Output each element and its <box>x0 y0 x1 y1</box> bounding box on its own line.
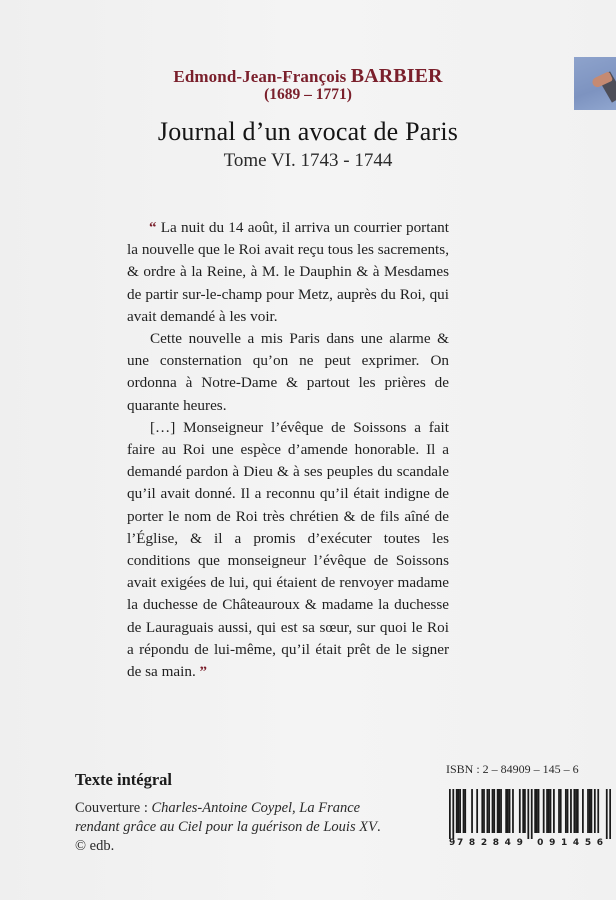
author-given-names: Edmond-Jean-François <box>173 67 347 86</box>
quote-paragraph <box>127 417 449 683</box>
barcode-bar <box>609 789 611 839</box>
barcode-bar <box>594 789 596 833</box>
barcode-digit: 4 <box>572 838 580 847</box>
barcode-bar <box>507 789 509 833</box>
barcode-digit: 6 <box>596 838 604 847</box>
barcode-bar <box>481 789 483 833</box>
barcode-bar <box>550 789 552 833</box>
author-surname: BARBIER <box>350 65 443 87</box>
barcode-bar <box>464 789 466 833</box>
barcode-bar <box>487 789 489 833</box>
barcode-bar <box>570 789 572 833</box>
barcode-digit: 9 <box>516 838 523 847</box>
barcode-bar <box>492 789 494 833</box>
isbn-number: ISBN : 2 – 84909 – 145 – 6 <box>446 762 579 776</box>
quote-paragraph-text: […] Monseigneur l’évêque de Soissons a fait faire au Roi une espèce d’amende honorable. Il a demandé pardon à Dieu & à ses peuples du scandale qu’il avait donné. Il a reconnu qu’il était indigne de porter le nom de Roi très chrétien & de fils aîné de l’Église, & il a promis d’exécuter toutes les conditions que monseigneur l’évêque de Soissons avait exigées de lui, qui étaient de renvoyer madame la duchesse de Châteauroux & madame la duchesse de Lauraguais aussi, qui est sa sœur, sur quoi le Roi a répondu de lui-même, qu’il était prêt de le signer de sa main. <box>127 418 449 681</box>
excerpt-quote <box>127 217 449 683</box>
barcode-bar <box>560 789 562 833</box>
barcode-bar <box>476 789 478 833</box>
book-volume: Tome VI. 1743 - 1744 <box>223 150 393 171</box>
barcode-bar <box>498 789 500 833</box>
barcode-digit: 2 <box>480 838 488 847</box>
barcode-bar <box>534 789 536 833</box>
quote-paragraph-text: Cette nouvelle a mis Paris dans une alarme & une consternation qu’on ne peut exprimer. On ordonna à Notre-Dame & partout les prières de quarante heures. <box>127 330 449 414</box>
barcode-bar <box>587 789 589 833</box>
barcode-bar <box>573 789 575 833</box>
barcode-bar <box>512 789 514 833</box>
barcode-bar <box>497 789 499 833</box>
full-text-label: Texte intégral <box>75 770 172 789</box>
barcode-bar <box>459 789 461 833</box>
barcode-digit: 8 <box>492 838 500 847</box>
barcode-bar <box>553 789 555 833</box>
author-dates: (1689 – 1771) <box>264 86 352 103</box>
barcode-digit: 8 <box>468 838 476 847</box>
barcode-bar <box>527 789 529 839</box>
barcode-bar <box>558 789 560 833</box>
quote-paragraph <box>127 217 449 328</box>
cover-credit-copyright: . © edb. <box>75 819 381 854</box>
barcode-bar <box>546 789 548 833</box>
barcode-digits <box>448 833 612 847</box>
barcode-digit: 7 <box>456 838 464 847</box>
barcode-bar <box>452 789 454 839</box>
barcode-digit: 4 <box>504 838 511 847</box>
cover-credit <box>75 799 395 856</box>
barcode-bar <box>471 789 473 833</box>
barcode-bar <box>536 789 538 833</box>
barcode-bar <box>531 789 533 839</box>
barcode-digit: 9 <box>549 838 556 847</box>
author-line <box>0 65 616 88</box>
quote-paragraph-text: La nuit du 14 août, il arriva un courrier portant la nouvelle que le Roi avait reçu tous les sacrements, & ordre à la Reine, à M. le Dauphin & à Mesdames de partir sur-le-champ pour Metz, auprès du Roi, qui avait demandé à les voir. <box>127 219 449 325</box>
barcode-bar <box>456 789 458 833</box>
barcode-bar <box>575 789 577 833</box>
barcode-bar <box>500 789 502 833</box>
barcode-bar <box>582 789 584 833</box>
barcode-digit: 0 <box>537 838 544 847</box>
barcode-bar <box>597 789 599 833</box>
barcode-bar <box>538 789 540 833</box>
barcode-bar <box>522 789 524 833</box>
barcode-bar <box>463 789 465 833</box>
barcode-bar <box>505 789 507 833</box>
cover-credit-artwork: Charles-Antoine Coypel, La France rendant grâce au Ciel pour la guérison de Louis XV <box>75 800 377 835</box>
barcode-bar <box>606 789 608 839</box>
barcode-bar <box>488 789 490 833</box>
barcode-bar <box>567 789 569 833</box>
barcode-bar <box>509 789 511 833</box>
barcode-bar <box>565 789 567 833</box>
barcode-bar <box>524 789 526 833</box>
close-quote-icon: ” <box>199 664 208 681</box>
barcode-digit: 1 <box>560 838 568 847</box>
barcode-digit: 5 <box>584 838 592 847</box>
barcode-bar <box>483 789 485 833</box>
barcode-bar <box>591 789 593 833</box>
barcode-digit: 9 <box>449 838 456 847</box>
barcode-bar <box>589 789 591 833</box>
barcode-bar <box>548 789 550 833</box>
barcode-bar <box>577 789 579 833</box>
barcode <box>449 789 611 839</box>
cover-credit-label: Couverture : <box>75 800 152 816</box>
open-quote-icon: “ <box>149 220 157 236</box>
barcode-bar <box>493 789 495 833</box>
barcode-bar <box>458 789 460 833</box>
barcode-bar <box>543 789 545 833</box>
book-title: Journal d’un avocat de Paris <box>157 117 459 146</box>
barcode-bar <box>519 789 521 833</box>
quote-paragraph <box>127 328 449 417</box>
barcode-bar <box>449 789 451 839</box>
